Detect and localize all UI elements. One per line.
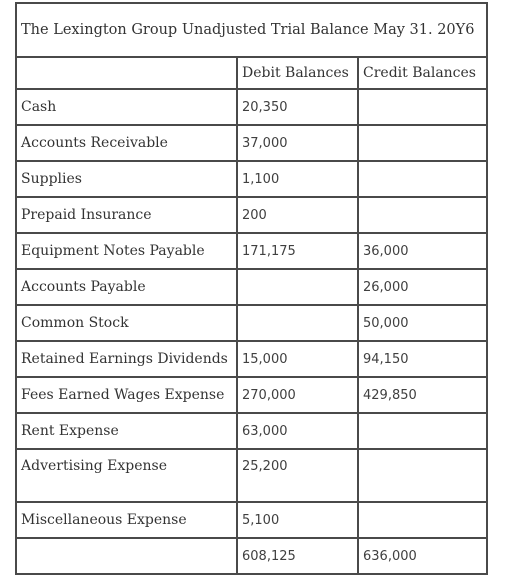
debit-value: 5,100 [237, 502, 358, 538]
table-row [16, 305, 487, 341]
debit-value: 270,000 [237, 377, 358, 413]
account-name: Fees Earned Wages Expense [16, 377, 237, 413]
title-row [16, 3, 487, 57]
credit-value [358, 502, 487, 538]
table-row [16, 197, 487, 233]
header-credit: Credit Balances [358, 57, 487, 89]
header-debit: Debit Balances [237, 57, 358, 89]
account-name: Supplies [16, 161, 237, 197]
account-name: Accounts Payable [16, 269, 237, 305]
debit-value [237, 305, 358, 341]
table-row [16, 341, 487, 377]
account-name: Equipment Notes Payable [16, 233, 237, 269]
account-name: Cash [16, 89, 237, 125]
debit-value: 15,000 [237, 341, 358, 377]
account-name: Miscellaneous Expense [16, 502, 237, 538]
account-name: Retained Earnings Dividends [16, 341, 237, 377]
credit-value [358, 161, 487, 197]
debit-value: 171,175 [237, 233, 358, 269]
credit-value [358, 125, 487, 161]
debit-value: 1,100 [237, 161, 358, 197]
debit-value [237, 269, 358, 305]
table-row [16, 413, 487, 449]
credit-value [358, 413, 487, 449]
header-account-cell [16, 57, 237, 89]
debit-value: 37,000 [237, 125, 358, 161]
table-row [16, 89, 487, 125]
debit-value: 20,350 [237, 89, 358, 125]
account-name: Advertising Expense [16, 449, 237, 502]
credit-value: 26,000 [358, 269, 487, 305]
credit-value: 94,150 [358, 341, 487, 377]
totals-label [16, 538, 237, 574]
account-name: Prepaid Insurance [16, 197, 237, 233]
totals-row [16, 538, 487, 574]
credit-value [358, 89, 487, 125]
table-row [16, 377, 487, 413]
header-row [16, 57, 487, 89]
account-name: Accounts Receivable [16, 125, 237, 161]
total-credit: 636,000 [358, 538, 487, 574]
credit-value: 50,000 [358, 305, 487, 341]
table-row [16, 269, 487, 305]
credit-value: 36,000 [358, 233, 487, 269]
debit-value: 200 [237, 197, 358, 233]
credit-value: 429,850 [358, 377, 487, 413]
table-row [16, 502, 487, 538]
table-row [16, 161, 487, 197]
debit-value: 25,200 [237, 449, 358, 502]
account-name: Rent Expense [16, 413, 237, 449]
table-row [16, 233, 487, 269]
debit-value: 63,000 [237, 413, 358, 449]
credit-value [358, 449, 487, 502]
credit-value [358, 197, 487, 233]
trial-balance-table [15, 2, 488, 575]
table-row [16, 449, 487, 502]
table-row [16, 125, 487, 161]
table-title: The Lexington Group Unadjusted Trial Balance May 31. 20Y6 [16, 3, 487, 57]
total-debit: 608,125 [237, 538, 358, 574]
account-name: Common Stock [16, 305, 237, 341]
